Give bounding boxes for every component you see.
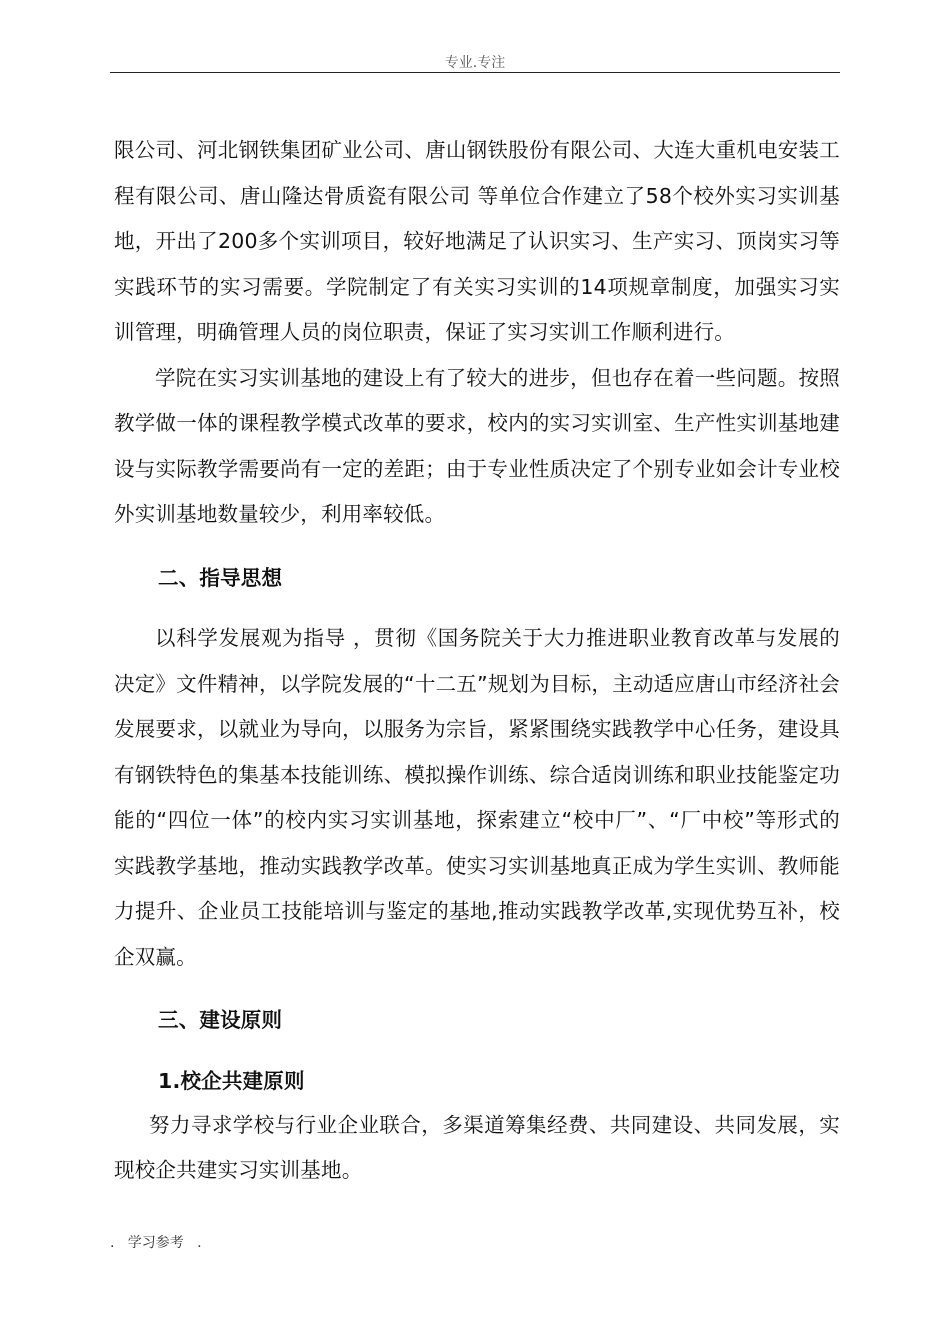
heading-construction-principles: 三、建设原则: [158, 1008, 283, 1032]
heading-school-enterprise-principle: 1.校企共建原则: [158, 1068, 305, 1093]
heading-guiding-thought: 二、指导思想: [158, 565, 283, 590]
page-footer: . 学习参考 .: [110, 1235, 202, 1251]
paragraph-base-partners: 限公司、河北钢铁集团矿业公司、唐山钢铁股份有限公司、大连大重机电安装工程有限公司、唐山隆达骨质瓷有限公司 等单位合作建立了58个校外实习实训基地，开出了200多个实训项目，较好地满足了认识实习、生产实习、顶岗实习等实践环节的实习需要。学院制定了有关实习实训的14项规章制度，加强实习实训管理，明确管理人员的岗位职责，保证了实习实训工作顺利进行。: [114, 138, 840, 344]
paragraph-guiding-thought: 以科学发展观为指导 ，贯彻《国务院关于大力推进职业教育改革与发展的决定》文件精神，以学院发展的“十二五”规划为目标，主动适应唐山市经济社会发展要求，以就业为导向，以服务为宗旨，紧紧围绕实践教学中心任务，建设具有钢铁特色的集基本技能训练、模拟操作训练、综合适岗训练和职业技能鉴定功能的“四位一体”的校内实习实训基地，探索建立“校中厂”、“厂中校”等形式的实践教学基地，推动实践教学改革。使实习实训基地真正成为学生实训、教师能力提升、企业员工技能培训与鉴定的基地,推动实践教学改革,实现优势互补，校企双赢。: [114, 626, 840, 969]
paragraph-school-enterprise: 努力寻求学校与行业企业联合，多渠道筹集经费、共同建设、共同发展，实现校企共建实习实训基地。: [114, 1112, 840, 1182]
paragraph-problems: 学院在实习实训基地的建设上有了较大的进步，但也存在着一些问题。按照教学做一体的课程教学模式改革的要求，校内的实习实训室、生产性实训基地建设与实际教学需要尚有一定的差距；由于专业性质决定了个别专业如会计专业校外实训基地数量较少，利用率较低。: [114, 365, 840, 526]
document-body: [114, 128, 840, 1194]
page-header: 专业.专注: [444, 55, 506, 71]
header-divider: [110, 72, 840, 73]
